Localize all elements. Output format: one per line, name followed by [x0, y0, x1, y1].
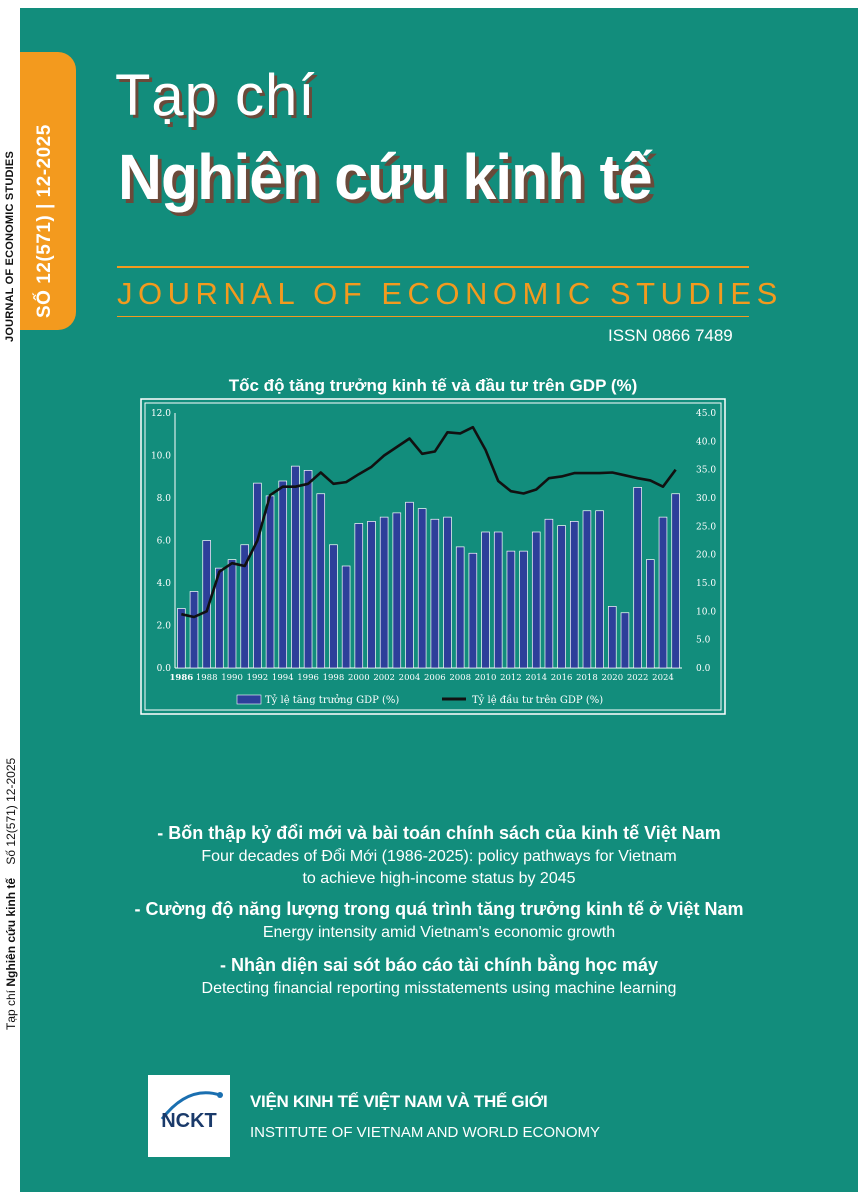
article-2-title: - Cường độ năng lượng trong quá trình tăng trưởng kinh tế ở Việt Nam: [134, 899, 744, 919]
gdp-bar: [253, 483, 261, 668]
x-tick-label: 2000: [347, 673, 370, 683]
x-tick-label: 1998: [322, 673, 345, 683]
chart-legend: [237, 694, 603, 706]
y-left-tick-label: 0.0: [156, 664, 171, 674]
gdp-bar: [228, 560, 236, 668]
article-2-subtitle: Energy intensity amid Vietnam's economic growth: [262, 924, 616, 941]
gdp-bar: [279, 481, 287, 668]
y-right-tick-label: 45.0: [696, 409, 717, 419]
gdp-bar: [380, 517, 388, 668]
article-1: [20, 820, 858, 890]
x-tick-label: 2010: [474, 673, 497, 683]
masthead-line1: Tạp chí: [115, 63, 316, 128]
gdp-bar: [672, 494, 680, 668]
y-right-tick-label: 15.0: [696, 579, 717, 589]
gdp-bar: [266, 496, 274, 668]
x-tick-label: 2008: [449, 673, 472, 683]
gdp-bar: [494, 532, 502, 668]
gdp-bar: [406, 502, 414, 668]
gdp-bar: [482, 532, 490, 668]
y-right-tick-label: 30.0: [696, 494, 717, 504]
y-right-tick-label: 35.0: [696, 465, 717, 476]
spine-name: Nghiên cứu kinh tế: [4, 877, 18, 987]
gdp-bar: [545, 519, 553, 668]
gdp-bar: [304, 470, 312, 668]
x-tick-label: 2002: [373, 673, 395, 683]
logo-mark-icon: [148, 1075, 230, 1157]
article-1-subtitle-line2: to achieve high-income status by 2045: [302, 870, 576, 887]
x-tick-label: 2012: [500, 673, 522, 683]
institute-name-en: INSTITUTE OF VIETNAM AND WORLD ECONOMY: [250, 1124, 601, 1141]
y-right-tick-label: 10.0: [696, 607, 717, 618]
spine-issue: Số 12(571) 12-2025: [4, 757, 18, 865]
logo-text: NCKT: [161, 1110, 217, 1132]
gdp-bar: [558, 526, 566, 668]
spine-journal-en: JOURNAL OF ECONOMIC STUDIES: [4, 151, 16, 342]
masthead-english: JOURNAL OF ECONOMIC STUDIES: [117, 276, 783, 311]
gdp-bar: [393, 513, 401, 668]
gdp-bar: [456, 547, 464, 668]
x-tick-label: 2024: [652, 673, 674, 683]
masthead-rule-top: [117, 266, 749, 268]
x-tick-label: 2018: [576, 673, 598, 683]
gdp-bar: [570, 521, 578, 668]
spine: [0, 0, 20, 1200]
issn: ISSN 0866 7489: [608, 326, 733, 345]
y-left-tick-label: 2.0: [156, 621, 171, 632]
gdp-bar: [646, 560, 654, 668]
x-tick-label: 2006: [424, 673, 446, 683]
institute-logo: [148, 1075, 230, 1157]
x-tick-label: 2004: [398, 673, 421, 683]
gdp-bar: [621, 613, 629, 668]
y-left-tick-label: 10.0: [150, 451, 171, 462]
article-1-subtitle-line1: Four decades of Đổi Mới (1986-2025): policy pathways for Vietnam: [201, 848, 677, 865]
x-tick-label: 1986: [169, 673, 194, 683]
chart-title: Tốc độ tăng trưởng kinh tế và đầu tư trên GDP (%): [228, 376, 638, 395]
y-left-tick-label: 12.0: [150, 409, 171, 419]
legend-bar-swatch: [237, 695, 261, 704]
article-3-subtitle: Detecting financial reporting misstatements using machine learning: [201, 980, 677, 997]
gdp-bar: [368, 521, 376, 668]
gdp-bar: [583, 511, 591, 668]
article-3: [20, 952, 858, 1000]
masthead-rule-bottom: [117, 316, 749, 317]
gdp-bar: [317, 494, 325, 668]
legend-line-label: Tỷ lệ đầu tư trên GDP (%): [472, 695, 604, 706]
gdp-bar: [520, 551, 528, 668]
gdp-bar: [431, 519, 439, 668]
gdp-bar: [608, 606, 616, 668]
y-left-tick-label: 4.0: [156, 579, 171, 589]
gdp-bar: [342, 566, 350, 668]
spine-title: [4, 758, 18, 1030]
x-tick-label: 1994: [271, 673, 294, 683]
gdp-bar: [330, 545, 338, 668]
y-right-tick-label: 5.0: [696, 635, 711, 646]
article-3-title: - Nhận diện sai sót báo cáo tài chính bằng học máy: [219, 955, 659, 975]
gdp-bar: [507, 551, 515, 668]
article-2: [20, 896, 858, 944]
gdp-bar: [659, 517, 667, 668]
legend-bar-label: Tỷ lệ tăng trưởng GDP (%): [265, 695, 400, 706]
x-tick-label: 2022: [626, 673, 649, 683]
gdp-bar: [596, 511, 604, 668]
x-tick-label: 1990: [221, 673, 243, 683]
spine-prefix: Tạp chí: [4, 989, 18, 1030]
chart-container: [140, 398, 726, 715]
x-tick-label: 1988: [195, 673, 218, 683]
x-tick-label: 2014: [525, 673, 548, 683]
x-tick-label: 1996: [297, 673, 319, 683]
issue-tab-label: SỐ 12(571) | 12-2025: [34, 124, 55, 318]
article-1-subtitle: [20, 846, 858, 890]
gdp-bar: [444, 517, 452, 668]
gdp-bar: [355, 524, 363, 669]
institute-name-vi: VIỆN KINH TẾ VIỆT NAM VÀ THẾ GIỚI: [250, 1092, 548, 1111]
gdp-bar: [532, 532, 540, 668]
article-1-title: - Bốn thập kỷ đổi mới và bài toán chính sách của kinh tế Việt Nam: [157, 823, 721, 843]
y-right-tick-label: 40.0: [696, 437, 717, 448]
x-tick-label: 2020: [601, 673, 624, 683]
y-left-tick-label: 8.0: [156, 494, 171, 504]
gdp-bar: [190, 592, 198, 669]
article-list: [20, 820, 858, 1004]
gdp-bar: [177, 609, 185, 669]
y-right-tick-label: 20.0: [696, 550, 717, 561]
y-right-tick-label: 25.0: [696, 522, 717, 533]
gdp-bar: [634, 487, 642, 668]
chart-svg: [140, 398, 726, 715]
y-left-tick-label: 6.0: [156, 536, 171, 547]
x-tick-label: 1992: [246, 673, 269, 683]
gdp-bar: [469, 553, 477, 668]
gdp-bar: [291, 466, 299, 668]
x-tick-label: 2016: [550, 673, 573, 683]
y-right-tick-label: 0.0: [696, 664, 711, 674]
masthead-line2: Nghiên cứu kinh tế: [118, 141, 652, 213]
gdp-bar: [418, 509, 426, 668]
